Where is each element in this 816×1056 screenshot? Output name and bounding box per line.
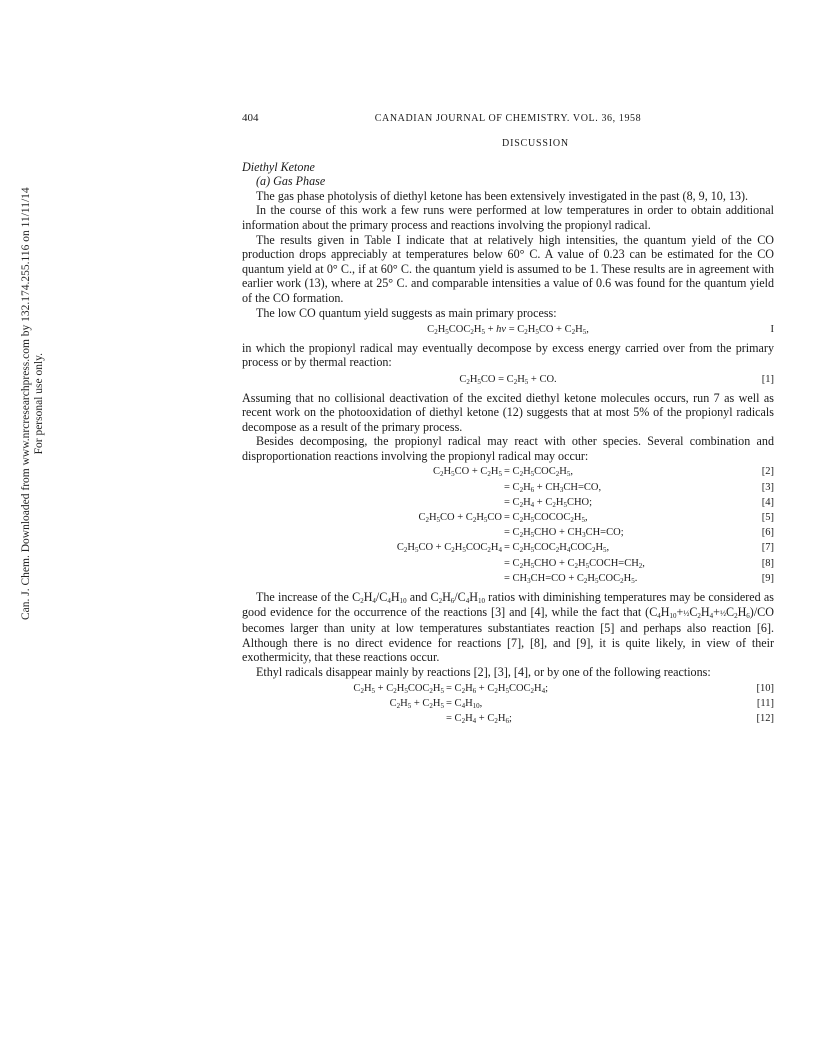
paragraph-3: The results given in Table I indicate that at relatively high intensities, the quantum yield of the CO production drops appreciably at temperatures below 60° C. A value of 0.23 can be estimated for the CO quantum yield at 0° C., if at 60° C. the quantum yield is assumed to be 1. These results are in agreement with earlier work (13), where at 25° C. and comparable intensities a value of 0.6 was found for the quantum yield of the CO formation. bbox=[242, 232, 774, 305]
paragraph-2: In the course of this work a few runs were performed at low temperatures in order to obtain additional information about the primary process and reactions involving the propionyl radical. bbox=[242, 203, 774, 232]
equation-6: = $C_2H_5CHO + CH_3CH=CO$; [6] bbox=[504, 527, 774, 540]
download-stamp bbox=[0, 187, 45, 620]
equation-1 bbox=[242, 373, 774, 388]
equation-7-number: [7] bbox=[761, 542, 774, 554]
paragraph-9: Ethyl radicals disappear mainly by reactions [2], [3], [4], or by one of the following reactions: bbox=[256, 664, 711, 679]
equation-3-number: [3] bbox=[761, 481, 774, 493]
article-body bbox=[242, 137, 774, 730]
equation-1-body: $C_2H_5CO = C_2H_5$ + CO. bbox=[459, 373, 557, 386]
equation-I-body: $C_2H_5COC_2H_5 + h\nu = C_2H_5CO + C_2H_5$, bbox=[427, 324, 589, 337]
equation-9-number: [9] bbox=[761, 572, 774, 584]
equation-11-number: [11] bbox=[756, 697, 774, 709]
equation-12-number: [12] bbox=[756, 712, 774, 724]
paragraph-4: The low CO quantum yield suggests as main primary process: bbox=[256, 305, 557, 320]
paragraph-7: Besides decomposing, the propionyl radical may react with other species. Several combination and disproportionation reactions involving the propionyl radical may occur: bbox=[242, 434, 774, 463]
equation-9: = $CH_3CH=CO + C_2H_5COC_2H_5$. [9] bbox=[504, 572, 774, 585]
equation-6-number: [6] bbox=[761, 527, 774, 539]
journal-title: CANADIAN JOURNAL OF CHEMISTRY. VOL. 36, 1958 bbox=[374, 113, 642, 124]
equation-1-number: [1] bbox=[761, 373, 774, 385]
equation-8-number: [8] bbox=[761, 557, 774, 569]
equation-10: $C_2H_5 + C_2H_5COC_2H_5$ = $C_2H_6 + C_2H_5COC_2H_4$; [10] bbox=[353, 682, 774, 695]
equation-10-number: [10] bbox=[756, 682, 774, 694]
equation-2-number: [2] bbox=[761, 466, 774, 478]
equation-7: $C_2H_5CO + C_2H_5COC_2H_4$ = $C_2H_5COC_2H_4COC_2H_5$, [7] bbox=[396, 542, 774, 555]
equation-5: $C_2H_5CO + C_2H_5CO$ = $C_2H_5COCOC_2H_5$, [5] bbox=[418, 512, 774, 525]
page-number: 404 bbox=[242, 112, 259, 124]
subsection-heading: Diethyl Ketone bbox=[242, 159, 315, 174]
equation-4-number: [4] bbox=[761, 496, 774, 508]
equation-3: = $C_2H_6 + CH_3CH=CO$, [3] bbox=[504, 481, 774, 494]
subsubsection-heading: (a) Gas Phase bbox=[256, 174, 326, 189]
equation-5-number: [5] bbox=[761, 512, 774, 524]
paragraph-8: The increase of the $C_2H_4/C_4H_{10}$ and $C_2H_6/C_4H_{10}$ ratios with diminishing temperatures may be considered as good evidence for the occurrence of the reactions [3] and [4], while the fact that $(C_4H_{10}+\frac{1}{2}C_2H_4+\frac{1}{2}C_2H_6)/CO$ becomes larger than unity at low temperatures substantiates reaction [5] and perhaps also reaction [6]. Although there is no direct evidence for reactions [7], [8], and [9], it is quite likely, in view of their exothermicity, that these reactions occur. bbox=[242, 589, 774, 665]
paragraph-6: Assuming that no collisional deactivation of the excited diethyl ketone molecules occurs, run 7 as well as recent work on the photooxidation of diethyl ketone (12) suggests that at most 5% of the propionyl radicals decompose as a result of the primary process. bbox=[242, 390, 774, 434]
section-heading: DISCUSSION bbox=[502, 138, 569, 149]
download-stamp-line-1: Can. J. Chem. Downloaded from www.nrcresearchpress.com by 132.174.255.116 on 11/11/14 bbox=[20, 187, 32, 620]
equation-4: = $C_2H_4 + C_2H_5CHO$; [4] bbox=[504, 496, 774, 509]
equation-group-ethyl bbox=[242, 682, 774, 728]
equation-12: = $C_2H_4 + C_2H_6$; [12] bbox=[446, 712, 774, 725]
equation-group-propionyl bbox=[242, 465, 774, 587]
paragraph-5: in which the propionyl radical may eventually decompose by excess energy carried over from the primary process or by thermal reaction: bbox=[242, 340, 774, 370]
paragraph-1: The gas phase photolysis of diethyl ketone has been extensively investigated in the past (8, 9, 10, 13). bbox=[256, 188, 749, 203]
equation-8: = $C_2H_5CHO$ + $C_2H_5COCH=CH_2$, [8] bbox=[504, 557, 774, 570]
equation-I-number: I bbox=[770, 324, 774, 336]
running-header bbox=[242, 112, 774, 128]
equation-11: $C_2H_5 + C_2H_5$ = $C_4H_{10}$, [11] bbox=[389, 697, 774, 710]
equation-I bbox=[242, 323, 774, 338]
download-stamp-line-2: For personal use only. bbox=[33, 352, 45, 455]
equation-2: $C_2H_5CO + C_2H_5$ = $C_2H_5COC_2H_5$, [2] bbox=[433, 466, 774, 479]
